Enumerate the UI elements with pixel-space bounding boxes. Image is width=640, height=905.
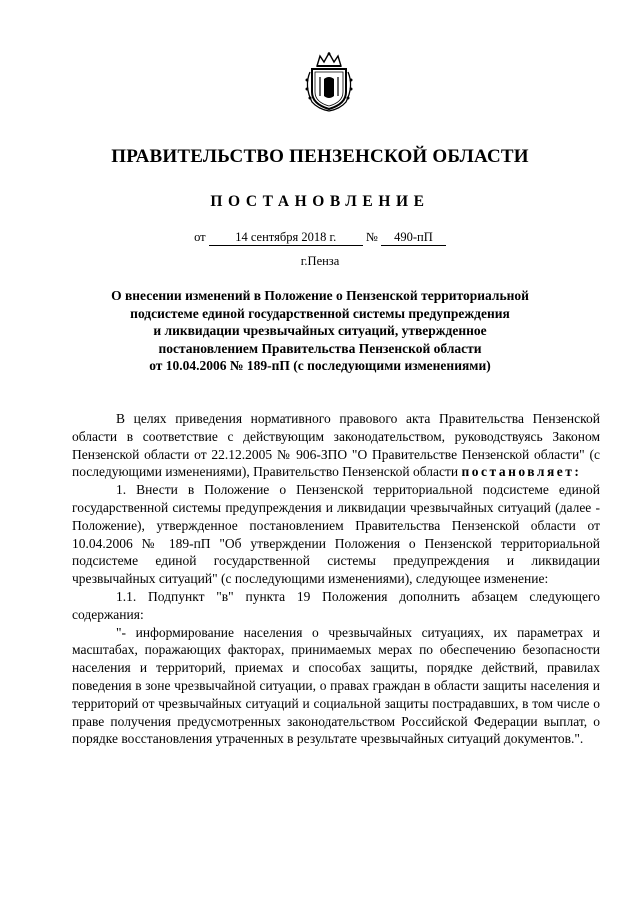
date-number-line bbox=[0, 230, 640, 246]
subject-line: подсистеме единой государственной системы предупреждения bbox=[130, 305, 510, 321]
subject-line: О внесении изменений в Положение о Пензенской территориальной bbox=[111, 288, 529, 303]
paragraph-preamble bbox=[72, 410, 600, 481]
subject-line: постановлением Правительства Пензенской области bbox=[158, 340, 482, 356]
decree-keyword: постановляет: bbox=[461, 464, 582, 480]
date-prefix: от bbox=[194, 230, 206, 244]
coat-of-arms-graphic bbox=[302, 52, 356, 112]
document-number: 490-пП bbox=[381, 230, 446, 246]
number-prefix: № bbox=[365, 230, 378, 244]
preamble-text: В целях приведения нормативного правового акта Правительства Пензенской области в соответствие с действующим законодательством, руководствуясь Законом Пензенской области от 22.12.2005 № 906-ЗПО "О Правительстве Пензенской области" (с последующими изменениями), Правительство Пензенской области bbox=[72, 411, 600, 480]
city: г.Пенза bbox=[300, 254, 340, 268]
subject-line: от 10.04.2006 № 189-пП (с последующими изменениями) bbox=[149, 358, 491, 374]
org-title: ПРАВИТЕЛЬСТВО ПЕНЗЕНСКОЙ ОБЛАСТИ bbox=[111, 146, 529, 167]
subject-line: и ликвидации чрезвычайных ситуаций, утвержденное bbox=[153, 323, 487, 339]
document-subject bbox=[60, 287, 580, 375]
paragraph-item-1-1: 1.1. Подпункт "в" пункта 19 Положения дополнить абзацем следующего содержания: bbox=[72, 588, 600, 622]
coat-of-arms-icon bbox=[302, 52, 356, 112]
paragraph-item-1: 1. Внести в Положение о Пензенской территориальной подсистеме единой государственной системы предупреждения и ликвидации чрезвычайных ситуаций (далее - Положение), утвержденное постановлением Правительства Пензенской области от 10.04.2006 № 189-пП "Об утверждении Положения о Пензенской территориальной подсистеме единой государственной системы предупреждения и ликвидации чрезвычайных ситуаций" (с последующими изменениями), следующее изменение: bbox=[72, 482, 600, 587]
document-type: ПОСТАНОВЛЕНИЕ bbox=[210, 193, 430, 210]
paragraph-quoted-addition: "- информирование населения о чрезвычайных ситуациях, их параметрах и масштабах, поражающих факторах, принимаемых мерах по обеспечению безопасности населения и территорий, приемах и способах защиты, порядке действий, правилах поведения в зоне чрезвычайной ситуации, о правах граждан в области защиты населения и территорий от чрезвычайных ситуаций и социальной защиты пострадавших, в том числе о праве получения предусмотренных законодательством Российской Федерации выплат, о порядке восстановления утраченных в результате чрезвычайных ситуаций документов.". bbox=[72, 624, 600, 747]
document-body bbox=[72, 410, 600, 748]
document-date: 14 сентября 2018 г. bbox=[209, 230, 363, 246]
